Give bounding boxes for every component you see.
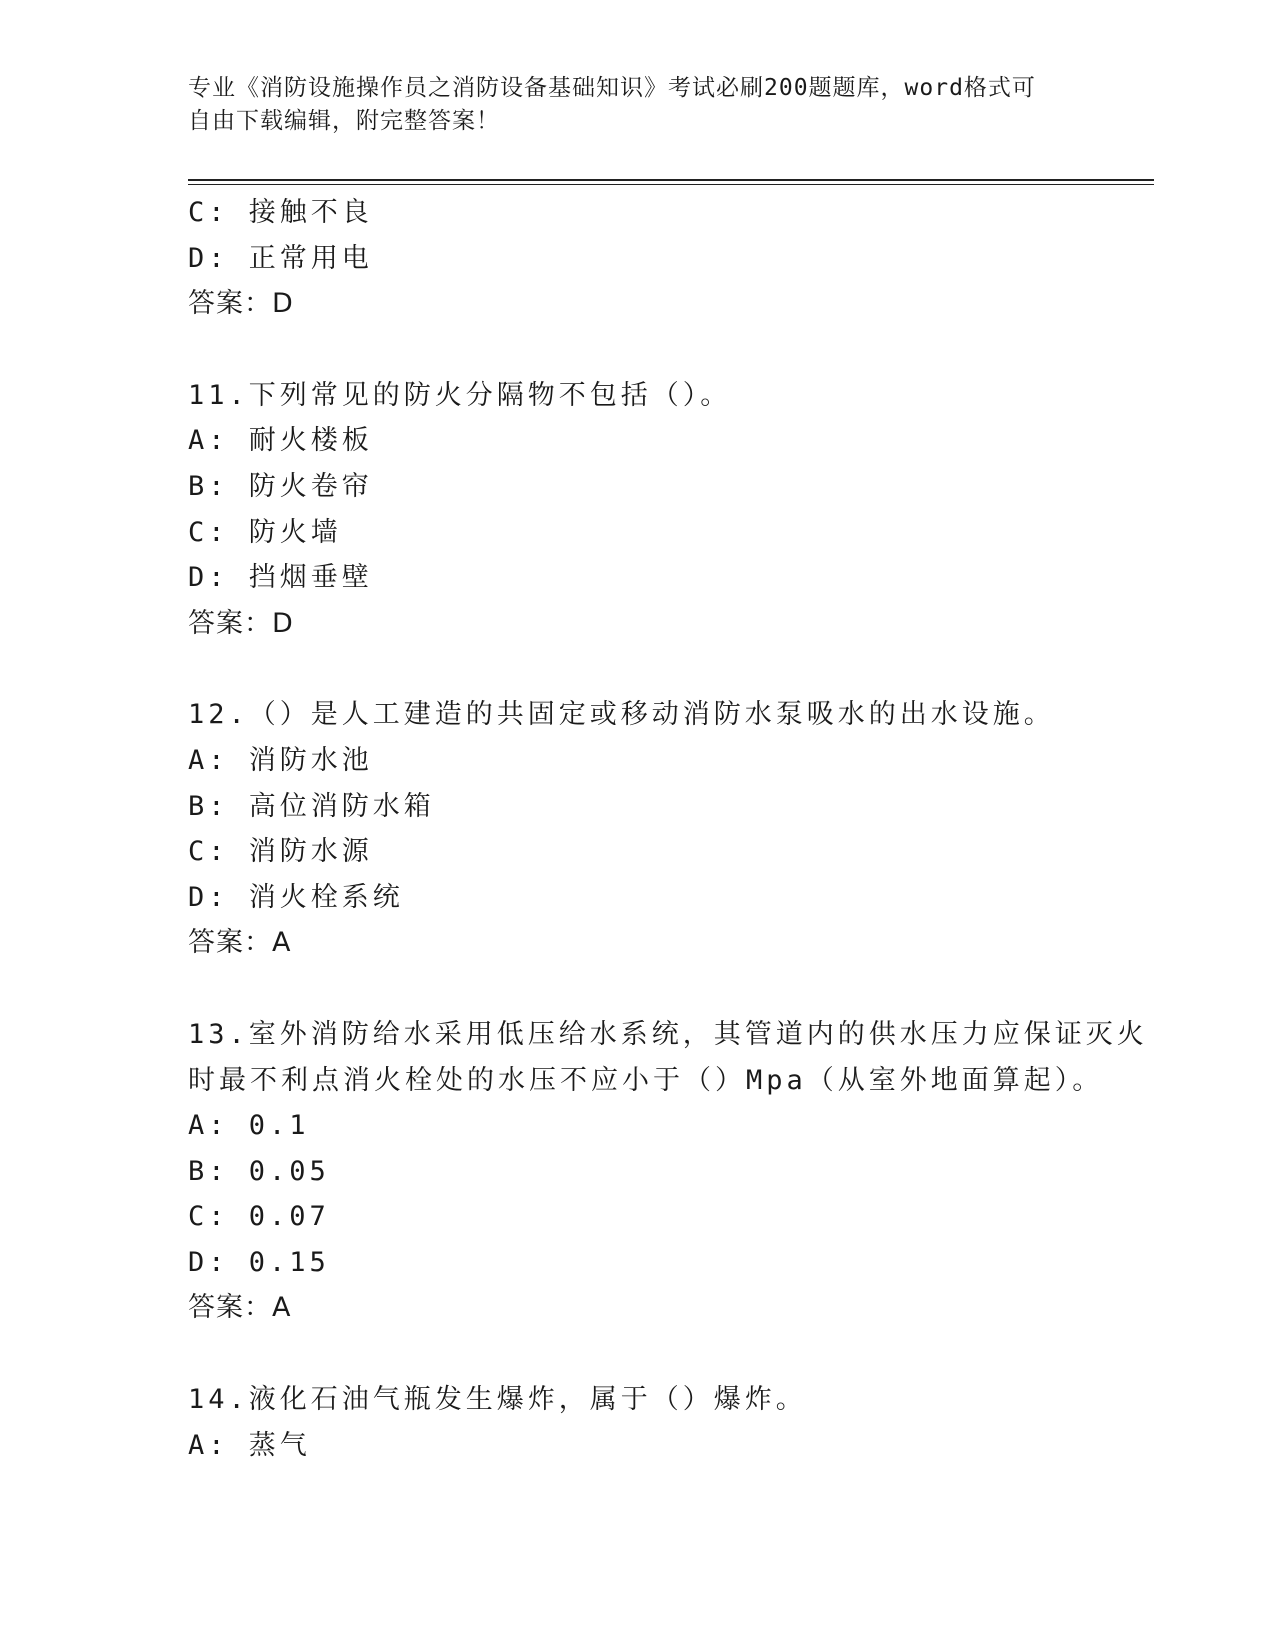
question-list (188, 190, 1148, 1468)
spacer (188, 1331, 1088, 1377)
question-14 (188, 1377, 1088, 1468)
option-d: D: 0.15 (188, 1246, 330, 1278)
option-b: B: 高位消防水箱 (188, 790, 435, 822)
answer-line: 答案：A (188, 1292, 292, 1324)
answer-line: 答案：A (188, 927, 292, 959)
option-c: C: 防火墙 (188, 516, 342, 548)
question-13 (188, 1012, 1148, 1331)
question-text-line-2: 时最不利点消火栓处的水压不应小于（）Mpa（从室外地面算起）。 (188, 1064, 1104, 1096)
option-d: D: 正常用电 (188, 242, 373, 274)
option-c: C: 接触不良 (188, 197, 373, 228)
answer-line: 答案：D (188, 607, 294, 639)
header-divider-thick (188, 179, 1154, 181)
header-title-line-2: 自由下载编辑，附完整答案！ (188, 108, 500, 134)
option-c: C: 0.07 (188, 1201, 330, 1233)
header-divider-thin (188, 184, 1154, 185)
spacer (188, 327, 1088, 373)
option-a: A: 耐火楼板 (188, 425, 373, 457)
question-10-tail (188, 190, 1088, 327)
question-11 (188, 373, 1088, 647)
answer-line: 答案：D (188, 288, 294, 320)
question-12 (188, 692, 1088, 966)
option-a: A: 0.1 (188, 1110, 310, 1142)
option-d: D: 消火栓系统 (188, 881, 404, 913)
option-a: A: 蒸气 (188, 1429, 311, 1461)
question-text: 12.（）是人工建造的共固定或移动消防水泵吸水的出水设施。 (188, 699, 1055, 731)
question-text-line-1: 13.室外消防给水采用低压给水系统，其管道内的供水压力应保证灭火 (188, 1018, 1148, 1050)
option-b: B: 0.05 (188, 1155, 330, 1187)
document-header (188, 72, 1088, 138)
header-title-line-1: 专业《消防设施操作员之消防设备基础知识》考试必刷200题题库，word格式可 (188, 75, 1036, 101)
question-text: 11.下列常见的防火分隔物不包括（）。 (188, 379, 732, 411)
spacer (188, 646, 1088, 692)
option-b: B: 防火卷帘 (188, 470, 373, 502)
spacer (188, 966, 1088, 1012)
option-a: A: 消防水池 (188, 744, 373, 776)
option-c: C: 消防水源 (188, 836, 373, 868)
option-d: D: 挡烟垂壁 (188, 562, 373, 594)
question-text: 14.液化石油气瓶发生爆炸，属于（）爆炸。 (188, 1384, 807, 1416)
